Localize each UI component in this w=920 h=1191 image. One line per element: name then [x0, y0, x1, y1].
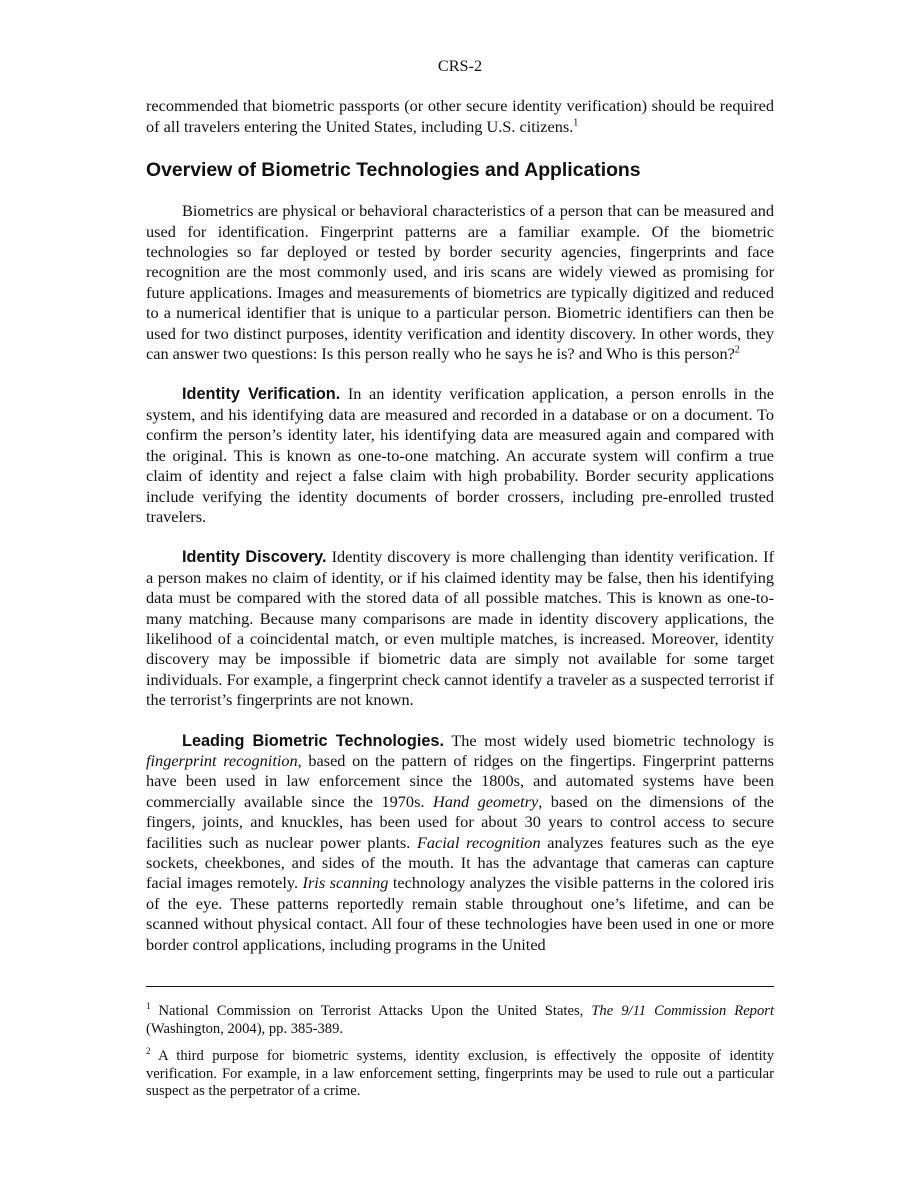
runin-heading-identity-verification: Identity Verification.: [182, 385, 341, 404]
footnote-text: A third purpose for biometric systems, identity exclusion, is effectively the opposite of identity verification. For example, in a law enforcement setting, fingerprints may be used to rule out a particular suspect as the perpetrator of a crime.: [146, 1048, 774, 1100]
term-hand-geometry: Hand geometry: [432, 791, 539, 811]
paragraph-text: The most widely used biometric technology is: [443, 730, 774, 750]
paragraph-text: In an identity verification application, a person enrolls in the system, and his identifying data are measured and recorded in a database or on a document. To confirm the person’s identity later, his identifying data are measured again and compared with the original. This is known as one-to-one matching. An accurate system will confirm a true claim of identity and reject a false claim with high probability. Border security applications include verifying the identity documents of border crossers, including pre-enrolled trusted travelers.: [146, 384, 774, 526]
paragraph-leading-technologies: [146, 731, 774, 955]
paragraph-text: analyzes features such as the eye sockets, cheekbones, and sides of the mouth. It has the advantage that cameras can capture facial images remotely.: [146, 832, 775, 893]
paragraph-biometrics-intro: [146, 201, 774, 364]
footnote-1: [146, 1003, 774, 1038]
footnote-number: 2: [146, 1046, 151, 1057]
footnote-ref-2[interactable]: 2: [734, 344, 740, 356]
term-fingerprint-recognition: fingerprint recognition: [146, 750, 298, 770]
paragraph-text: Biometrics are physical or behavioral characteristics of a person that can be measured and used for identification. Fingerprint patterns are a familiar example. Of the biometric technologies so far deployed or tested by border security agencies, fingerprints and face recognition are the most commonly used, and iris scans are widely viewed as promising for future applications. Images and measurements of biometrics are typically digitized and reduced to a numerical identifier that is unique to a particular person. Biometric identifiers can then be used for two distinct purposes, identity verification and identity discovery. In other words, they can answer two questions: Is this person really who he says he is? and Who is this person?: [146, 201, 774, 364]
footnote-citation-title: The 9/11 Commission Report: [591, 1003, 774, 1020]
runin-heading-identity-discovery: Identity Discovery.: [182, 548, 327, 567]
paragraph-identity-verification: [146, 384, 774, 527]
footnote-text: National Commission on Terrorist Attacks Upon the United States,: [150, 1003, 592, 1020]
paragraph-text: , based on the pattern of ridges on the fingertips. Fingerprint patterns have been used in law enforcement since the 1800s, and automated systems have been commercially available since the 1970s.: [146, 750, 774, 811]
paragraph-text: , based on the dimensions of the fingers, joints, and knuckles, has been used for about 30 years to control access to secure facilities such as nuclear power plants.: [146, 791, 774, 852]
footnote-number: 1: [146, 1001, 151, 1012]
paragraph-text: recommended that biometric passports (or other secure identity verification) should be required of all travelers entering the United States, including U.S. citizens.: [146, 96, 774, 136]
section-heading: Overview of Biometric Technologies and Applications: [146, 159, 641, 182]
paragraph-identity-discovery: [146, 547, 774, 710]
term-facial-recognition: Facial recognition: [416, 832, 541, 852]
paragraph-text: Identity discovery is more challenging than identity verification. If a person makes no claim of identity, or if his claimed identity may be false, then his identifying data must be compared with the stored data of all possible matches. This is known as one-to-many matching. Because many comparisons are made in identity discovery applications, the likelihood of a coincidental match, or even multiple matches, is increased. Moreover, identity discovery may be impossible if biometric data are simply not available for some target individuals. For example, a fingerprint check cannot identify a traveler as a suspected terrorist if the terrorist’s fingerprints are not known.: [146, 547, 774, 710]
paragraph-text: technology analyzes the visible patterns in the colored iris of the eye. These patterns reportedly remain stable throughout one’s lifetime, and can be scanned without physical contact. All four of these technologies have been used in one or more border control applications, including programs in the United: [146, 873, 775, 954]
footnote-ref-1[interactable]: 1: [573, 117, 579, 129]
paragraph-continuation: [146, 96, 774, 137]
runin-heading-leading-technologies: Leading Biometric Technologies.: [182, 731, 444, 750]
document-page: [146, 56, 774, 1111]
footnote-text: (Washington, 2004), pp. 385-389.: [146, 1020, 344, 1037]
footnote-divider: [146, 986, 774, 987]
footnote-2: [146, 1048, 774, 1101]
term-iris-scanning: Iris scanning: [302, 873, 389, 893]
page-header: CRS-2: [437, 56, 483, 75]
